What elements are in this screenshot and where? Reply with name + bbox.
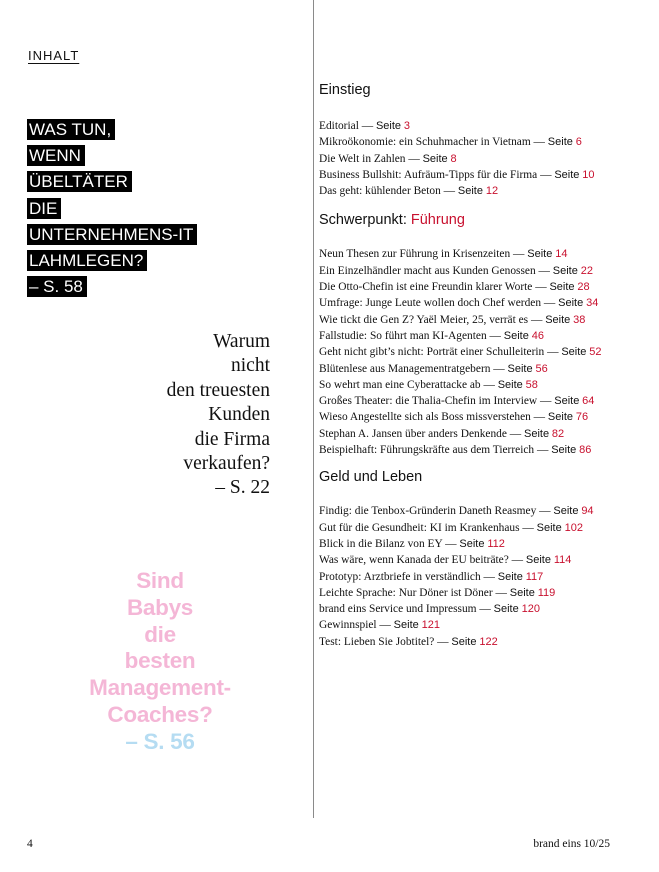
- table-of-contents: [319, 78, 649, 650]
- toc-entry[interactable]: Wie tickt die Gen Z? Yaël Meier, 25, verrät es — Seite 38: [319, 313, 586, 326]
- toc-entry[interactable]: Gut für die Gesundheit: KI im Krankenhaus — Seite 102: [319, 521, 583, 534]
- teaser-loyal-customers[interactable]: [110, 330, 270, 501]
- teaser-line: Coaches?: [107, 701, 213, 727]
- teaser-line: Management-: [89, 675, 231, 701]
- toc-entry[interactable]: Großes Theater: die Thalia-Chefin im Interview — Seite 64: [319, 395, 595, 408]
- teaser-babys-coaches[interactable]: [60, 568, 260, 756]
- toc-entry[interactable]: Beispielhaft: Führungskräfte aus dem Tierreich — Seite 86: [319, 444, 592, 457]
- contents-label: INHALT: [28, 48, 80, 63]
- teaser-line: ÜBELTÄTER: [27, 171, 197, 197]
- teaser-page-ref: – S. 22: [215, 477, 270, 499]
- toc-entry[interactable]: So wehrt man eine Cyberattacke ab — Seite 58: [319, 378, 538, 391]
- toc-section-geld-und-leben: [319, 469, 649, 650]
- toc-entry[interactable]: Findig: die Tenbox-Gründerin Daneth Reasmey — Seite 94: [319, 505, 594, 518]
- issue-label: brand eins 10/25: [533, 838, 610, 850]
- toc-entry[interactable]: Umfrage: Junge Leute wollen doch Chef werden — Seite 34: [319, 297, 599, 310]
- teaser-line: WAS TUN,: [27, 119, 197, 145]
- toc-entry[interactable]: Prototyp: Arztbriefe in verständlich — Seite 117: [319, 570, 544, 583]
- toc-entry[interactable]: Test: Lieben Sie Jobtitel? — Seite 122: [319, 635, 498, 648]
- column-divider: [313, 0, 314, 818]
- toc-entry[interactable]: Stephan A. Jansen über anders Denkende — Seite 82: [319, 427, 565, 440]
- teaser-line: UNTERNEHMENS-IT: [27, 224, 197, 250]
- teaser-line: die: [144, 621, 176, 647]
- toc-entry[interactable]: Blick in die Bilanz von EY — Seite 112: [319, 537, 505, 550]
- page-number: 4: [27, 838, 33, 850]
- toc-entry[interactable]: brand eins Service und Impressum — Seite 120: [319, 603, 540, 616]
- teaser-line: verkaufen?: [183, 453, 270, 475]
- teaser-it-attack[interactable]: [27, 119, 197, 302]
- teaser-line: den treuesten: [166, 379, 270, 401]
- teaser-page-ref: – S. 58: [27, 276, 197, 302]
- section-title-highlight: Führung: [410, 212, 465, 229]
- section-title: Schwerpunkt: Führung: [319, 212, 465, 229]
- toc-entry[interactable]: Mikroökonomie: ein Schuhmacher in Vietnam — Seite 6: [319, 136, 582, 149]
- teaser-line: Babys: [126, 594, 194, 620]
- toc-entry[interactable]: Die Otto-Chefin ist eine Freundin klarer Worte — Seite 28: [319, 281, 590, 294]
- toc-entry[interactable]: Gewinnspiel — Seite 121: [319, 619, 440, 632]
- teaser-line: nicht: [231, 355, 270, 377]
- toc-entry[interactable]: Business Bullshit: Aufräum-Tipps für die Firma — Seite 10: [319, 168, 595, 181]
- teaser-line: Sind: [136, 568, 184, 593]
- toc-entry[interactable]: Die Welt in Zahlen — Seite 8: [319, 152, 457, 165]
- teaser-line: Warum: [213, 331, 270, 352]
- toc-entry[interactable]: Was wäre, wenn Kanada der EU beiträte? — Seite 114: [319, 554, 572, 567]
- teaser-line: Kunden: [208, 404, 270, 426]
- toc-entry[interactable]: Editorial — Seite 3: [319, 120, 411, 132]
- toc-entry[interactable]: Geht nicht gibt’s nicht: Porträt einer Schulleiterin — Seite 52: [319, 346, 602, 359]
- toc-entry[interactable]: Fallstudie: So führt man KI-Agenten — Seite 46: [319, 329, 544, 342]
- teaser-line: die Firma: [194, 428, 270, 450]
- section-title: Einstieg: [319, 82, 371, 98]
- toc-section-einstieg: [319, 82, 649, 199]
- toc-entry[interactable]: Das geht: kühlender Beton — Seite 12: [319, 185, 499, 198]
- toc-section-schwerpunkt: [319, 212, 649, 458]
- teaser-line: besten: [124, 648, 196, 674]
- toc-entry[interactable]: Blütenlese aus Managementratgebern — Seite 56: [319, 362, 548, 375]
- teaser-line: WENN: [27, 145, 197, 171]
- teaser-page-ref: – S. 56: [125, 728, 195, 754]
- toc-entry[interactable]: Wieso Angestellte sich als Boss missverstehen — Seite 76: [319, 411, 589, 424]
- teaser-line: DIE: [27, 198, 197, 224]
- toc-entry[interactable]: Neun Thesen zur Führung in Krisenzeiten — Seite 14: [319, 248, 568, 261]
- section-title: Geld und Leben: [319, 469, 423, 486]
- teaser-line: LAHMLEGEN?: [27, 250, 197, 276]
- toc-entry[interactable]: Leichte Sprache: Nur Döner ist Döner — Seite 119: [319, 586, 556, 599]
- toc-entry[interactable]: Ein Einzelhändler macht aus Kunden Genossen — Seite 22: [319, 264, 593, 277]
